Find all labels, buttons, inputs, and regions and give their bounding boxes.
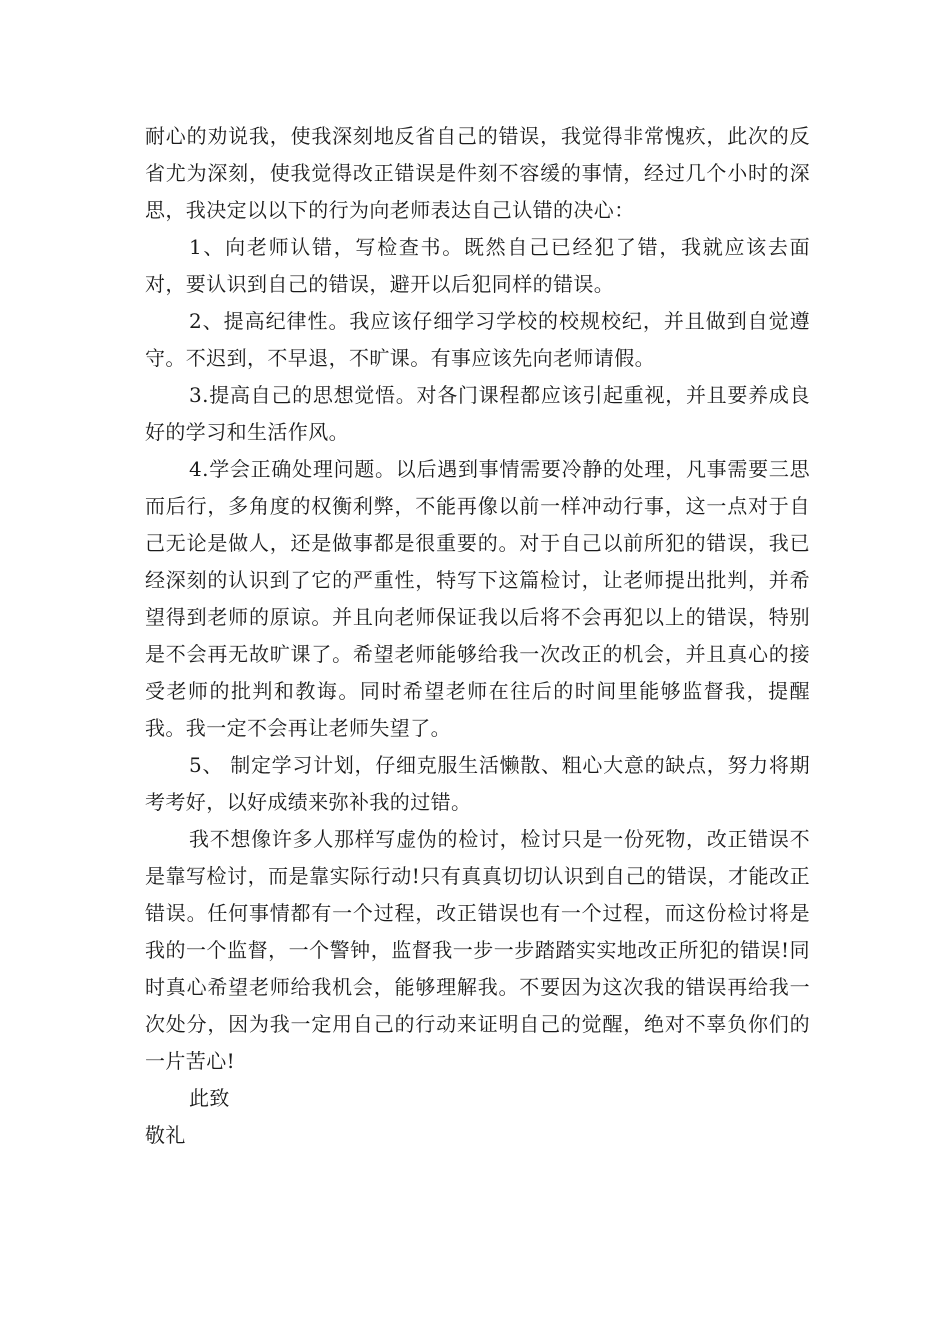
paragraph-conclusion: 我不想像许多人那样写虚伪的检讨，检讨只是一份死物，改正错误不是靠写检讨，而是靠实际行动!只有真真切切认识到自己的错误，才能改正错误。任何事情都有一个过程，改正错误也有一个过程，而这份检讨将是我的一个监督，一个警钟，监督我一步一步踏踏实实地改正所犯的错误!同时真心希望老师给我机会，能够理解我。不要因为这次我的错误再给我一次处分，因为我一定用自己的行动来证明自己的觉醒，绝对不辜负你们的一片苦心! — [145, 827, 810, 1073]
paragraph-point-4: 4.学会正确处理问题。以后遇到事情需要冷静的处理，凡事需要三思而后行，多角度的权衡利弊，不能再像以前一样冲动行事，这一点对于自己无论是做人，还是做事都是很重要的。对于自己以前所犯的错误，我已经深刻的认识到了它的严重性，特写下这篇检讨，让老师提出批判，并希望得到老师的原谅。并且向老师保证我以后将不会再犯以上的错误，特别是不会再无故旷课了。希望老师能够给我一次改正的机会，并且真心的接受老师的批判和教诲。同时希望老师在往后的时间里能够监督我，提醒我。我一定不会再让老师失望了。 — [145, 457, 810, 740]
document-body — [145, 118, 810, 1154]
paragraph-point-2: 2、提高纪律性。我应该仔细学习学校的校规校纪，并且做到自觉遵守。不迟到，不早退，不旷课。有事应该先向老师请假。 — [145, 309, 810, 370]
closing-line: 此致 — [189, 1086, 230, 1110]
paragraph-intro: 耐心的劝说我，使我深刻地反省自己的错误，我觉得非常愧疚，此次的反省尤为深刻，使我觉得改正错误是件刻不容缓的事情，经过几个小时的深思，我决定以以下的行为向老师表达自己认错的决心： — [145, 124, 810, 222]
paragraph-point-1: 1、向老师认错，写检查书。既然自己已经犯了错，我就应该去面对，要认识到自己的错误，避开以后犯同样的错误。 — [145, 235, 810, 296]
salutation-line: 敬礼 — [145, 1123, 186, 1147]
paragraph-point-5: 5、 制定学习计划，仔细克服生活懒散、粗心大意的缺点，努力将期考考好，以好成绩来弥补我的过错。 — [145, 753, 810, 814]
paragraph-point-3: 3.提高自己的思想觉悟。对各门课程都应该引起重视，并且要养成良好的学习和生活作风。 — [145, 383, 810, 444]
